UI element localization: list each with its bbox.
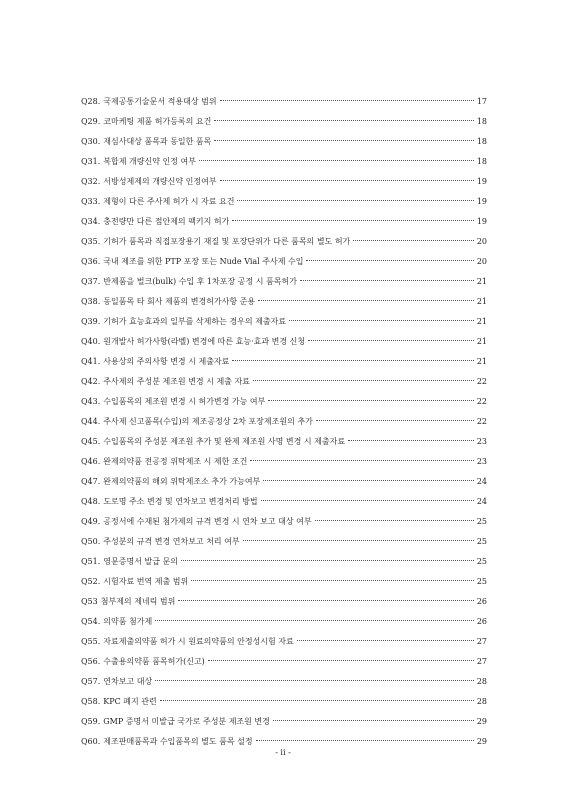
dot-leader — [316, 420, 474, 421]
toc-entry-title: 국내 제조를 위한 PTP 포장 또는 Nude Vial 주사제 수입 — [103, 257, 304, 266]
toc-entry-title: 수입품목의 제조원 변경 시 허가변경 가능 여부 — [103, 397, 266, 406]
toc-entry-title: 공정서에 수재된 첨가제의 규격 변경 시 연차 보고 대상 여부 — [103, 517, 312, 526]
dot-leader — [268, 400, 473, 401]
toc-entry-page: 25 — [476, 517, 487, 526]
toc-entry-title: 주성분의 규격 변경 연차보고 처리 여부 — [103, 537, 240, 546]
toc-entry-title: 시험자료 번역 제출 범위 — [103, 577, 189, 586]
toc-entry-number: Q35. — [81, 237, 101, 246]
toc-entry-number: Q60. — [81, 737, 101, 746]
toc-entry[interactable] — [81, 512, 487, 532]
toc-entry-title: 자료제출의약품 허가 시 원료의약품의 안정성시험 자료 — [103, 637, 294, 646]
dot-leader — [348, 440, 474, 441]
toc-entry[interactable] — [81, 452, 487, 472]
toc-entry[interactable] — [81, 392, 487, 412]
toc-entry-number: Q32. — [81, 177, 101, 186]
toc-entry-number: Q31. — [81, 157, 101, 166]
toc-entry[interactable] — [81, 592, 487, 612]
dot-leader — [263, 480, 474, 481]
toc-entry[interactable] — [81, 652, 487, 672]
toc-entry[interactable] — [81, 612, 487, 632]
toc-entry-page: 24 — [476, 477, 487, 486]
toc-entry-number: Q40. — [81, 337, 101, 346]
toc-entry-page: 25 — [476, 577, 487, 586]
toc-entry-title: 완제의약품 전공정 위탁제조 시 제한 조건 — [103, 457, 248, 466]
toc-entry-title: 도로명 주소 변경 및 연차보고 변경처리 방법 — [103, 497, 258, 506]
toc-entry[interactable] — [81, 272, 487, 292]
toc-entry-page: 29 — [476, 737, 487, 746]
toc-entry-number: Q58. — [81, 697, 101, 706]
toc-entry-title: 서방성제제의 개량신약 인정여부 — [103, 177, 217, 186]
dot-leader — [181, 560, 474, 561]
dot-leader — [232, 220, 473, 221]
toc-entry-title: 충전량만 다른 점안제의 팩키지 허가 — [103, 217, 230, 226]
toc-entry[interactable] — [81, 672, 487, 692]
toc-entry-number: Q45. — [81, 437, 101, 446]
toc-entry-title: 제조판매품목과 수입품목의 별도 품목 설정 — [103, 737, 253, 746]
dot-leader — [353, 240, 474, 241]
toc-entry[interactable] — [81, 92, 487, 112]
toc-entry-number: Q42. — [81, 377, 101, 386]
toc-entry-title: 완제의약품의 해외 위탁제조소 추가 가능여부 — [103, 477, 261, 486]
toc-entry-page: 24 — [476, 497, 487, 506]
toc-entry-number: Q39. — [81, 317, 101, 326]
toc-entry-title: 동일품목 타 회사 제품의 변경허가사항 준용 — [103, 297, 256, 306]
toc-entry-number: Q36. — [81, 257, 101, 266]
toc-entry-title: 연차보고 대상 — [103, 677, 153, 686]
toc-entry-number: Q28. — [81, 97, 101, 106]
toc-entry[interactable] — [81, 412, 487, 432]
toc-entry-title: 반제품을 벌크(bulk) 수입 후 1차포장 공정 시 품목허가 — [103, 277, 297, 286]
dot-leader — [300, 280, 474, 281]
toc-entry-page: 21 — [476, 297, 487, 306]
dot-leader — [253, 380, 474, 381]
toc-entry[interactable] — [81, 172, 487, 192]
dot-leader — [178, 600, 473, 601]
toc-entry[interactable] — [81, 152, 487, 172]
toc-entry-title: 재심사대상 품목과 동일한 품목 — [103, 137, 212, 146]
toc-entry-page: 20 — [476, 257, 487, 266]
toc-entry-number: Q59. — [81, 717, 101, 726]
toc-entry-title: 기허가 품목과 직접포장용기 재질 및 포장단위가 다른 품목의 별도 허가 — [103, 237, 351, 246]
toc-entry-page: 25 — [476, 557, 487, 566]
toc-entry[interactable] — [81, 292, 487, 312]
toc-entry-page: 23 — [476, 437, 487, 446]
dot-leader — [315, 520, 474, 521]
toc-entry-title: 수출용의약품 품목허가(신고) — [103, 657, 205, 666]
dot-leader — [208, 660, 474, 661]
dot-leader — [306, 260, 473, 261]
toc-entry-number: Q50. — [81, 537, 101, 546]
toc-entry-number: Q43. — [81, 397, 101, 406]
dot-leader — [289, 320, 474, 321]
toc-entry-title: 복합제 개량신약 인정 여부 — [103, 157, 196, 166]
toc-entry-title: 코마케팅 제품 허가등록의 요건 — [103, 117, 212, 126]
dot-leader — [214, 140, 473, 141]
toc-entry[interactable] — [81, 112, 487, 132]
toc-entry-number: Q48. — [81, 497, 101, 506]
toc-entry[interactable] — [81, 632, 487, 652]
toc-entry-page: 20 — [476, 237, 487, 246]
dot-leader — [250, 460, 473, 461]
toc-entry[interactable] — [81, 232, 487, 252]
toc-entry[interactable] — [81, 212, 487, 232]
dot-leader — [199, 160, 474, 161]
toc-entry[interactable] — [81, 352, 487, 372]
toc-entry[interactable] — [81, 472, 487, 492]
toc-entry-page: 27 — [476, 657, 487, 666]
table-of-contents — [81, 92, 487, 752]
toc-entry-title: 영문증명서 발급 문의 — [103, 557, 178, 566]
toc-entry-page: 27 — [476, 637, 487, 646]
toc-entry-number: Q46. — [81, 457, 101, 466]
toc-entry-number: Q51. — [81, 557, 101, 566]
toc-entry[interactable] — [81, 332, 487, 352]
toc-entry-number: Q53 — [81, 597, 98, 606]
dot-leader — [273, 720, 474, 721]
toc-entry-number: Q37. — [81, 277, 101, 286]
toc-entry-page: 28 — [476, 677, 487, 686]
toc-entry-page: 26 — [476, 617, 487, 626]
toc-entry-page: 22 — [476, 397, 487, 406]
toc-entry[interactable] — [81, 192, 487, 212]
dot-leader — [220, 100, 474, 101]
toc-entry[interactable] — [81, 492, 487, 512]
dot-leader — [258, 300, 474, 301]
toc-entry-page: 29 — [476, 717, 487, 726]
toc-entry[interactable] — [81, 372, 487, 392]
toc-entry-title: 국제공통기술문서 적용대상 범위 — [103, 97, 217, 106]
toc-entry-number: Q29. — [81, 117, 101, 126]
toc-entry-number: Q49. — [81, 517, 101, 526]
toc-entry-page: 19 — [476, 197, 487, 206]
toc-entry-title: KPC 폐지 관련 — [103, 697, 157, 706]
toc-entry-number: Q44. — [81, 417, 101, 426]
toc-entry-number: Q34. — [81, 217, 101, 226]
toc-entry-page: 21 — [476, 317, 487, 326]
toc-entry[interactable] — [81, 432, 487, 452]
toc-entry-title: 주사제의 주성분 제조원 변경 시 제출 자료 — [103, 377, 250, 386]
toc-entry-number: Q52. — [81, 577, 101, 586]
dot-leader — [155, 620, 474, 621]
dot-leader — [256, 740, 474, 741]
toc-entry[interactable] — [81, 712, 487, 732]
toc-entry-page: 19 — [476, 177, 487, 186]
toc-entry-title: 주사제 신고품목(수입)의 제조공정상 2차 포장제조원의 추가 — [103, 417, 313, 426]
toc-entry[interactable] — [81, 132, 487, 152]
dot-leader — [297, 640, 474, 641]
dot-leader — [232, 360, 473, 361]
dot-leader — [261, 500, 474, 501]
toc-entry-number: Q41. — [81, 357, 101, 366]
page-number-footer: - ii - — [275, 748, 291, 757]
dot-leader — [191, 580, 474, 581]
toc-entry-page: 18 — [476, 117, 487, 126]
toc-entry-page: 25 — [476, 537, 487, 546]
dot-leader — [220, 180, 474, 181]
toc-entry-page: 19 — [476, 217, 487, 226]
toc-entry-page: 21 — [476, 337, 487, 346]
toc-entry-title: 원개발사 허가사항(라벨) 변경에 따른 효능·효과 변경 신청 — [103, 337, 306, 346]
toc-entry-number: Q30. — [81, 137, 101, 146]
toc-entry-number: Q38. — [81, 297, 101, 306]
toc-entry-page: 18 — [476, 157, 487, 166]
toc-entry-number: Q47. — [81, 477, 101, 486]
toc-entry-title: 의약품 첨가제 — [103, 617, 153, 626]
toc-entry[interactable] — [81, 552, 487, 572]
toc-entry[interactable] — [81, 252, 487, 272]
toc-entry-number: Q57. — [81, 677, 101, 686]
toc-entry-title: GMP 증명서 미발급 국가로 주성분 제조원 변경 — [103, 717, 270, 726]
toc-entry-title: 기허가 효능효과의 일부를 삭제하는 경우의 제출자료 — [103, 317, 287, 326]
toc-entry-page: 22 — [476, 377, 487, 386]
toc-entry-page: 23 — [476, 457, 487, 466]
toc-entry-number: Q55. — [81, 637, 101, 646]
dot-leader — [155, 680, 474, 681]
toc-entry-number: Q33. — [81, 197, 101, 206]
toc-entry-title: 수입품목의 주성분 제조원 추가 및 완제 제조원 사명 변경 시 제출자료 — [103, 437, 346, 446]
toc-entry[interactable] — [81, 532, 487, 552]
toc-entry-title: 사용상의 주의사항 변경 시 제출자료 — [103, 357, 230, 366]
dot-leader — [308, 340, 474, 341]
dot-leader — [237, 200, 473, 201]
toc-entry[interactable] — [81, 692, 487, 712]
toc-entry[interactable] — [81, 572, 487, 592]
toc-entry-page: 22 — [476, 417, 487, 426]
toc-entry-number: Q54. — [81, 617, 101, 626]
toc-entry-title: 제형이 다른 주사제 허가 시 자료 요건 — [103, 197, 235, 206]
toc-entry-page: 21 — [476, 357, 487, 366]
toc-entry-page: 21 — [476, 277, 487, 286]
dot-leader — [214, 120, 473, 121]
toc-entry-page: 26 — [476, 597, 487, 606]
toc-entry-page: 18 — [476, 137, 487, 146]
toc-entry-page: 28 — [476, 697, 487, 706]
toc-entry[interactable] — [81, 312, 487, 332]
toc-entry-page: 17 — [476, 97, 487, 106]
dot-leader — [160, 700, 474, 701]
toc-entry-title: 첨부제의 제네릭 범위 — [100, 597, 176, 606]
dot-leader — [243, 540, 474, 541]
toc-entry-number: Q56. — [81, 657, 101, 666]
